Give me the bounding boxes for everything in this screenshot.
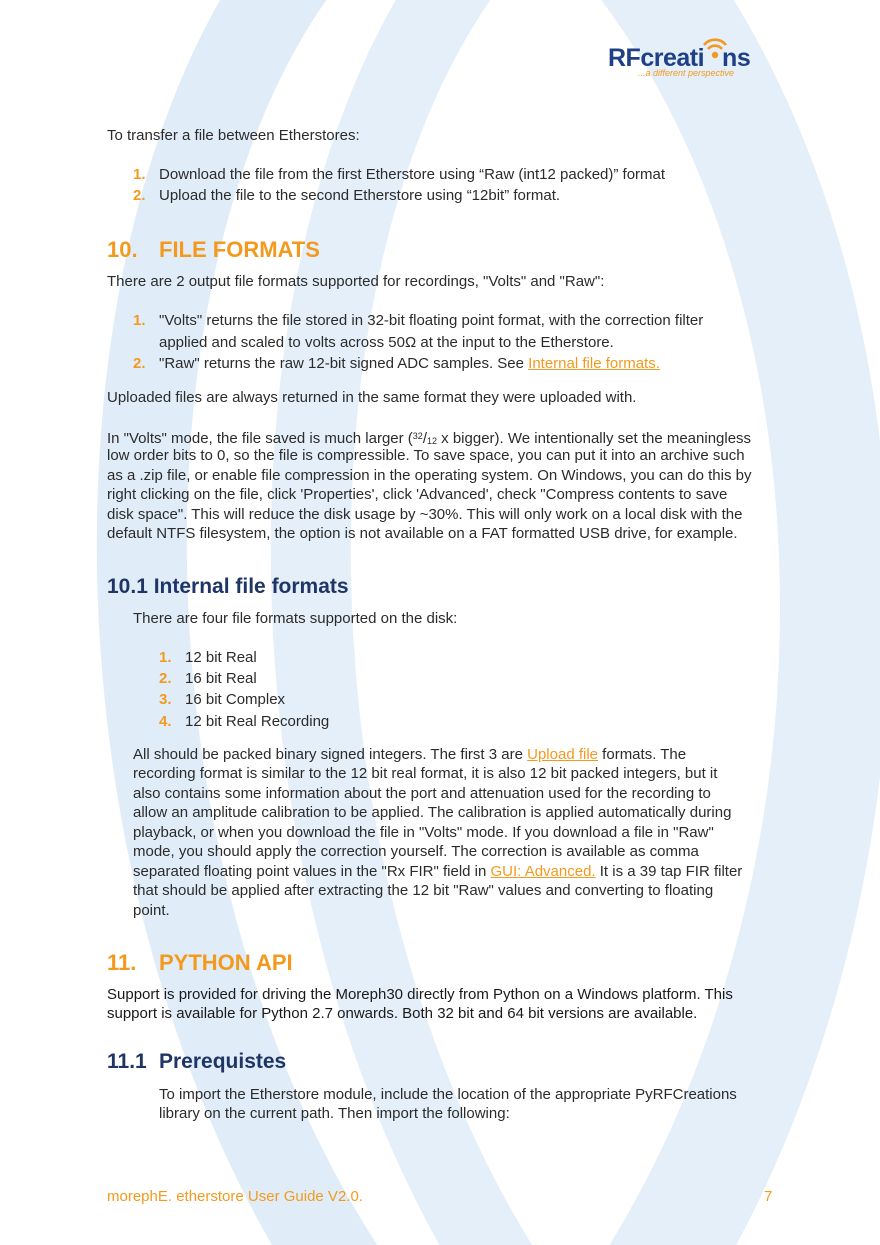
rfcreations-logo xyxy=(608,36,758,84)
internal-file-formats-link[interactable]: Internal file formats. xyxy=(528,355,660,372)
list-item: 2. "Raw" returns the raw 12-bit signed ADC samples. See Internal file formats. xyxy=(133,355,660,372)
footer-doc-title: morephE. etherstore User Guide V2.0. xyxy=(107,1188,363,1205)
list-item: 2. 16 bit Real xyxy=(159,670,257,687)
list-item: 1. "Volts" returns the file stored in 32-bit floating point format, with the correction filter xyxy=(133,312,704,329)
list-item: 4. 12 bit Real Recording xyxy=(159,713,330,730)
paragraph: To import the Etherstore module, include the location of the appropriate PyRFCreations xyxy=(159,1086,737,1103)
list-item: 1. 12 bit Real xyxy=(159,649,257,666)
paragraph: support is available for Python 2.7 onwards. Both 32 bit and 64 bit versions are available. xyxy=(107,1005,698,1022)
upload-file-link[interactable]: Upload file xyxy=(527,746,599,763)
paragraph: Uploaded files are always returned in the same format they were uploaded with. xyxy=(107,389,637,406)
list-item: 3. 16 bit Complex xyxy=(159,691,286,708)
paragraph: There are four file formats supported on the disk: xyxy=(133,610,458,627)
logo-tagline: ...a different perspective xyxy=(638,68,735,78)
section-heading-prerequistes: 11.1 Prerequistes xyxy=(107,1050,287,1073)
page-number: 7 xyxy=(764,1188,773,1205)
wifi-signal-icon xyxy=(702,36,728,62)
paragraph: Support is provided for driving the Moreph30 directly from Python on a Windows platform. This xyxy=(107,986,733,1003)
paragraph: There are 2 output file formats supported for recordings, "Volts" and "Raw": xyxy=(107,273,605,290)
section-heading-file-formats: 10. FILE FORMATS xyxy=(107,237,320,262)
intro-text: To transfer a file between Etherstores: xyxy=(107,127,360,144)
gui-advanced-link[interactable]: GUI: Advanced. xyxy=(490,863,596,880)
document-page: RFcreati ns ...a different perspective To transfer a file between Etherstores: 1. Download the file from the first Etherstore using “Raw (int12 packed)” format 2. Upload the file to the second Etherstore using “12bit” format. 10. FILE FORMATS There are 2 output file formats supported for recordings, "Volts" and "Raw": 1. "Volts" returns the file stored in 32-bit floating point format, with the correction filter applied and scaled to volts across 50Ω at the input to the Etherstore. 2. "Raw" returns the raw 12-bit signed ADC samples. See Internal file formats. Uploaded files are always returned in the same format they were uploaded with. In "Volts" mode, the file saved is much larger ($^{32}$/12 x bigger). We intentionally set the meaningless low order bits to 0, so the file is compressible. To save space, you can put it into an archive such as a .zip file, or enable file compression in the operating system. On Windows, you can do this by right clicking on the file, click 'Properties', click 'Advanced', check "Compress contents to save disk space". This will reduce the disk usage by ~30%. This will only work on a local disk with the default NTFS filesystem, the option is not available on a FAT formatted USB drive, for example. 10.1 Internal file formats There are four file formats supported on the disk: 1. 12 bit Real 2. 16 bit Real 3. 16 bit Complex 4. 12 bit Real Recording All should be packed binary signed integers. The first 3 are Upload file formats. The recording format is similar to the 12 bit real format, it is also 12 bit packed integers, but it also contains some information about the port and attenuation used for the recording to allow an amplitude calibration to be applied. The calibration is applied automatically during playback, or when you download the file in "Volts" mode. If you download a file in "Raw" mode, you should apply the correction yourself. The correction is available as comma separated floating point values in the "Rx FIR" field in GUI: Advanced. It is a 39 tap FIR filter that should be applied after extracting the 12 bit "Raw" values and converting to floating point. 11. PYTHON API Support is provided for driving the Moreph30 directly from Python on a Windows platform. This support is available for Python 2.7 onwards. Both 32 bit and 64 bit versions are available. 11.1 Prerequistes To import the Etherstore module, include the location of the appropriate PyRFCreations library on the current path. Then import the following: morephE. etherstore User Guide V2.0. 7 xyxy=(0,0,880,1245)
section-heading-python-api: 11. PYTHON API xyxy=(107,950,293,975)
paragraph: library on the current path. Then import the following: xyxy=(159,1105,510,1122)
logo-wordmark: RFcreati ns xyxy=(608,44,751,72)
list-item: 2. Upload the file to the second Etherstore using “12bit” format. xyxy=(133,187,561,204)
list-item: 1. Download the file from the first Etherstore using “Raw (int12 packed)” format xyxy=(133,166,666,183)
section-heading-internal-file-formats: 10.1 Internal file formats xyxy=(107,575,349,598)
list-item-continuation: applied and scaled to volts across 50Ω at the input to the Etherstore. xyxy=(159,334,614,351)
